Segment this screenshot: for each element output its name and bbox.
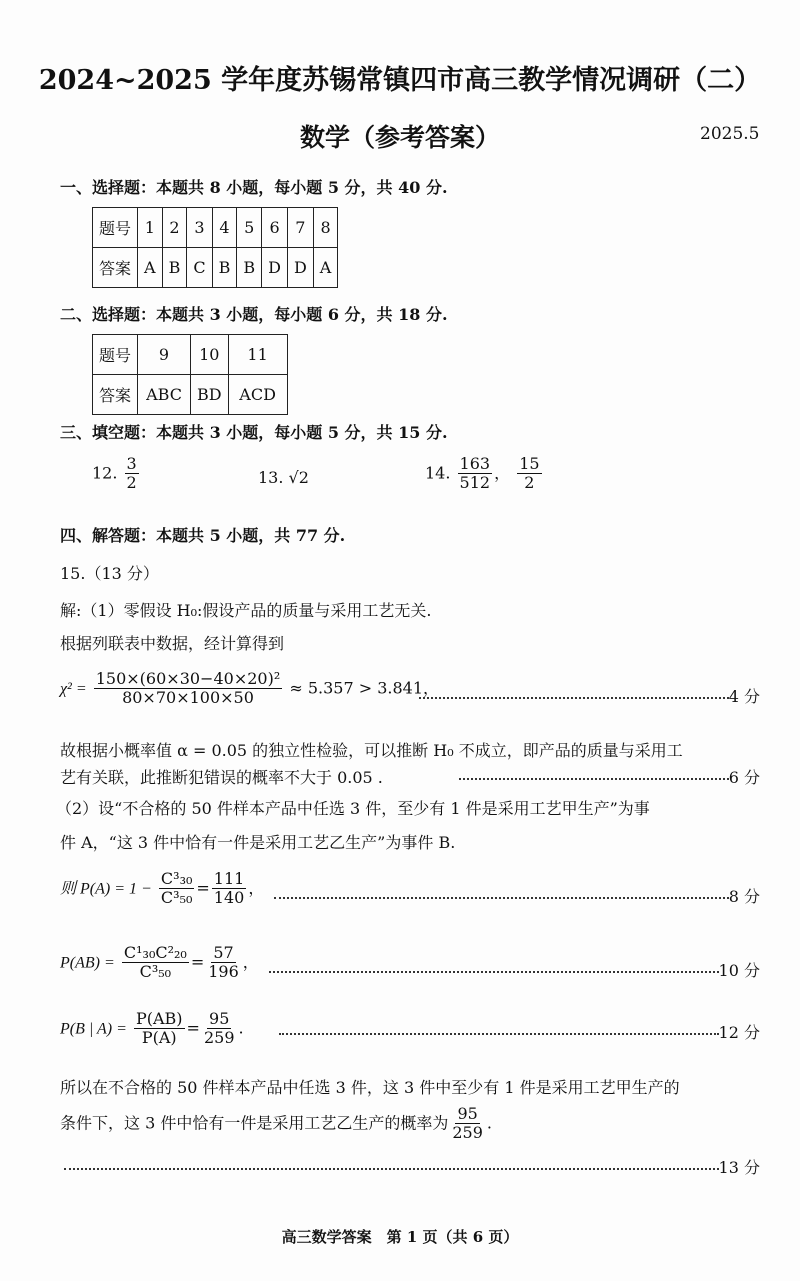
cell: D	[262, 248, 288, 288]
score-mark	[269, 958, 760, 981]
pa-formula	[60, 870, 264, 908]
numerator: 95	[209, 1009, 230, 1028]
score-mark	[274, 884, 760, 907]
cell: 6	[262, 208, 288, 248]
numerator: 3	[126, 454, 137, 473]
answer-table-1	[92, 207, 338, 288]
formula-rhs: ≈ 5.357 > 3.841，	[289, 678, 440, 698]
page-footer: 高三数学答案 第 1 页（共 6 页）	[281, 1228, 519, 1246]
fraction	[206, 944, 241, 982]
score-label: 4 分	[728, 687, 760, 706]
cell: 8	[313, 208, 338, 248]
numerator: 163	[459, 454, 491, 473]
cell: 3	[187, 208, 212, 248]
conclusion-text: 条件下，这 3 件中恰有一件是采用工艺乙生产的概率为	[60, 1113, 449, 1133]
fraction	[159, 870, 194, 908]
denominator: 512	[459, 473, 491, 493]
pab-formula	[60, 944, 259, 982]
denominator: 2	[524, 473, 535, 493]
fraction	[517, 455, 541, 493]
numerator: C¹₃₀C²₂₀	[123, 943, 187, 962]
row-label: 题号	[93, 208, 138, 248]
answer-value: √2	[288, 468, 309, 487]
q15-line: 故根据小概率值 α = 0.05 的独立性检验，可以推断 H₀ 不成立，即产品的质量与采用工	[60, 741, 683, 760]
numerator: C³₃₀	[160, 869, 193, 888]
q15-line: 件 A，“这 3 件中恰有一件是采用工艺乙生产”为事件 B.	[60, 833, 456, 852]
q15-header: 15.（13 分）	[60, 564, 159, 583]
equals: =	[196, 878, 210, 898]
fraction	[125, 455, 139, 493]
cell: 4	[212, 208, 237, 248]
score-label: 10 分	[718, 961, 760, 980]
table-row	[93, 208, 338, 248]
formula-lhs: χ² =	[60, 680, 87, 698]
score-mark	[459, 765, 760, 788]
question-number: 12.	[92, 463, 118, 483]
row-label: 答案	[93, 375, 138, 415]
score-label: 13 分	[718, 1158, 760, 1177]
section-1-heading: 一、选择题：本题共 8 小题，每小题 5 分，共 40 分.	[60, 178, 448, 197]
fraction	[458, 455, 493, 493]
punct: ，	[242, 952, 259, 972]
score-mark	[64, 1155, 760, 1178]
cell: ACD	[228, 375, 287, 415]
q15-line: 根据列联表中数据，经计算得到	[60, 634, 285, 653]
q15-line: 所以在不合格的 50 件样本产品中任选 3 件，这 3 件中至少有 1 件是采用工艺甲生产的	[60, 1078, 680, 1097]
section-2-heading: 二、选择题：本题共 3 小题，每小题 6 分，共 18 分.	[60, 305, 448, 324]
fill-answer-13	[258, 468, 309, 487]
answer-table-2	[92, 334, 288, 415]
numerator: 150×(60×30−40×20)²	[95, 669, 281, 688]
cell: 11	[228, 335, 287, 375]
cell: B	[162, 248, 187, 288]
numerator: 57	[213, 943, 234, 962]
equals: =	[190, 952, 205, 972]
cell: 7	[287, 208, 313, 248]
row-label: 题号	[93, 335, 138, 375]
separator: ，	[494, 463, 511, 483]
fraction	[450, 1105, 485, 1143]
numerator: 15	[519, 454, 540, 473]
cell: B	[237, 248, 262, 288]
fraction	[134, 1010, 185, 1048]
denominator: 80×70×100×50	[122, 688, 254, 708]
row-label: 答案	[93, 248, 138, 288]
question-number: 14.	[425, 463, 451, 483]
q15-line: 艺有关联，此推断犯错误的概率不大于 0.05 .	[60, 768, 383, 787]
section-3-heading: 三、填空题：本题共 3 小题，每小题 5 分，共 15 分.	[60, 423, 448, 442]
fraction	[122, 944, 189, 982]
denominator: 196	[208, 962, 239, 982]
q15-line: （2）设“不合格的 50 件样本产品中任选 3 件，至少有 1 件是采用工艺甲生产”为事	[56, 799, 650, 818]
section-4-heading: 四、解答题：本题共 5 小题，共 77 分.	[60, 526, 346, 545]
punct: ，	[248, 878, 265, 898]
denominator: 259	[452, 1123, 483, 1143]
score-mark	[419, 684, 760, 707]
denominator: 140	[213, 888, 245, 908]
score-label: 6 分	[728, 768, 760, 787]
document-date: 2025.5	[700, 124, 760, 144]
q15-conclusion	[60, 1105, 492, 1143]
score-mark	[279, 1020, 760, 1043]
formula-lhs: P(B | A) =	[60, 1020, 127, 1038]
formula-lhs: 则 P(A) = 1 −	[60, 880, 152, 898]
numerator: 95	[457, 1104, 478, 1123]
denominator: P(A)	[141, 1028, 177, 1048]
q15-line: 解:（1）零假设 H₀:假设产品的质量与采用工艺无关.	[60, 601, 432, 620]
numerator: P(AB)	[135, 1009, 183, 1028]
fraction	[94, 670, 283, 708]
formula-lhs: P(AB) =	[60, 954, 115, 972]
punct: .	[486, 1113, 492, 1133]
fraction	[202, 1010, 237, 1048]
cell: 1	[138, 208, 163, 248]
table-row	[93, 335, 288, 375]
cell: 10	[191, 335, 229, 375]
score-label: 12 分	[718, 1023, 760, 1042]
pba-formula	[60, 1010, 244, 1048]
fill-answer-12	[92, 455, 141, 493]
cell: 2	[162, 208, 187, 248]
document-title: 2024~2025 学年度苏锡常镇四市高三教学情况调研（二）	[38, 65, 762, 96]
cell: A	[138, 248, 163, 288]
cell: 5	[237, 208, 262, 248]
denominator: 259	[203, 1028, 235, 1048]
fill-answer-14	[425, 455, 544, 493]
table-row	[93, 248, 338, 288]
punct: .	[238, 1018, 244, 1038]
cell: 9	[138, 335, 191, 375]
denominator: 2	[126, 473, 137, 493]
numerator: 111	[213, 869, 245, 888]
equals: =	[186, 1018, 200, 1038]
score-label: 8 分	[728, 887, 760, 906]
denominator: C³₅₀	[160, 888, 193, 908]
chi-square-formula	[60, 670, 439, 708]
document-subtitle: 数学（参考答案）	[299, 123, 500, 152]
cell: BD	[191, 375, 229, 415]
cell: C	[187, 248, 212, 288]
denominator: C³₅₀	[139, 962, 172, 982]
table-row	[93, 375, 288, 415]
cell: D	[287, 248, 313, 288]
cell: B	[212, 248, 237, 288]
cell: ABC	[138, 375, 191, 415]
cell: A	[313, 248, 338, 288]
question-number: 13.	[258, 468, 284, 487]
fraction	[212, 870, 247, 908]
